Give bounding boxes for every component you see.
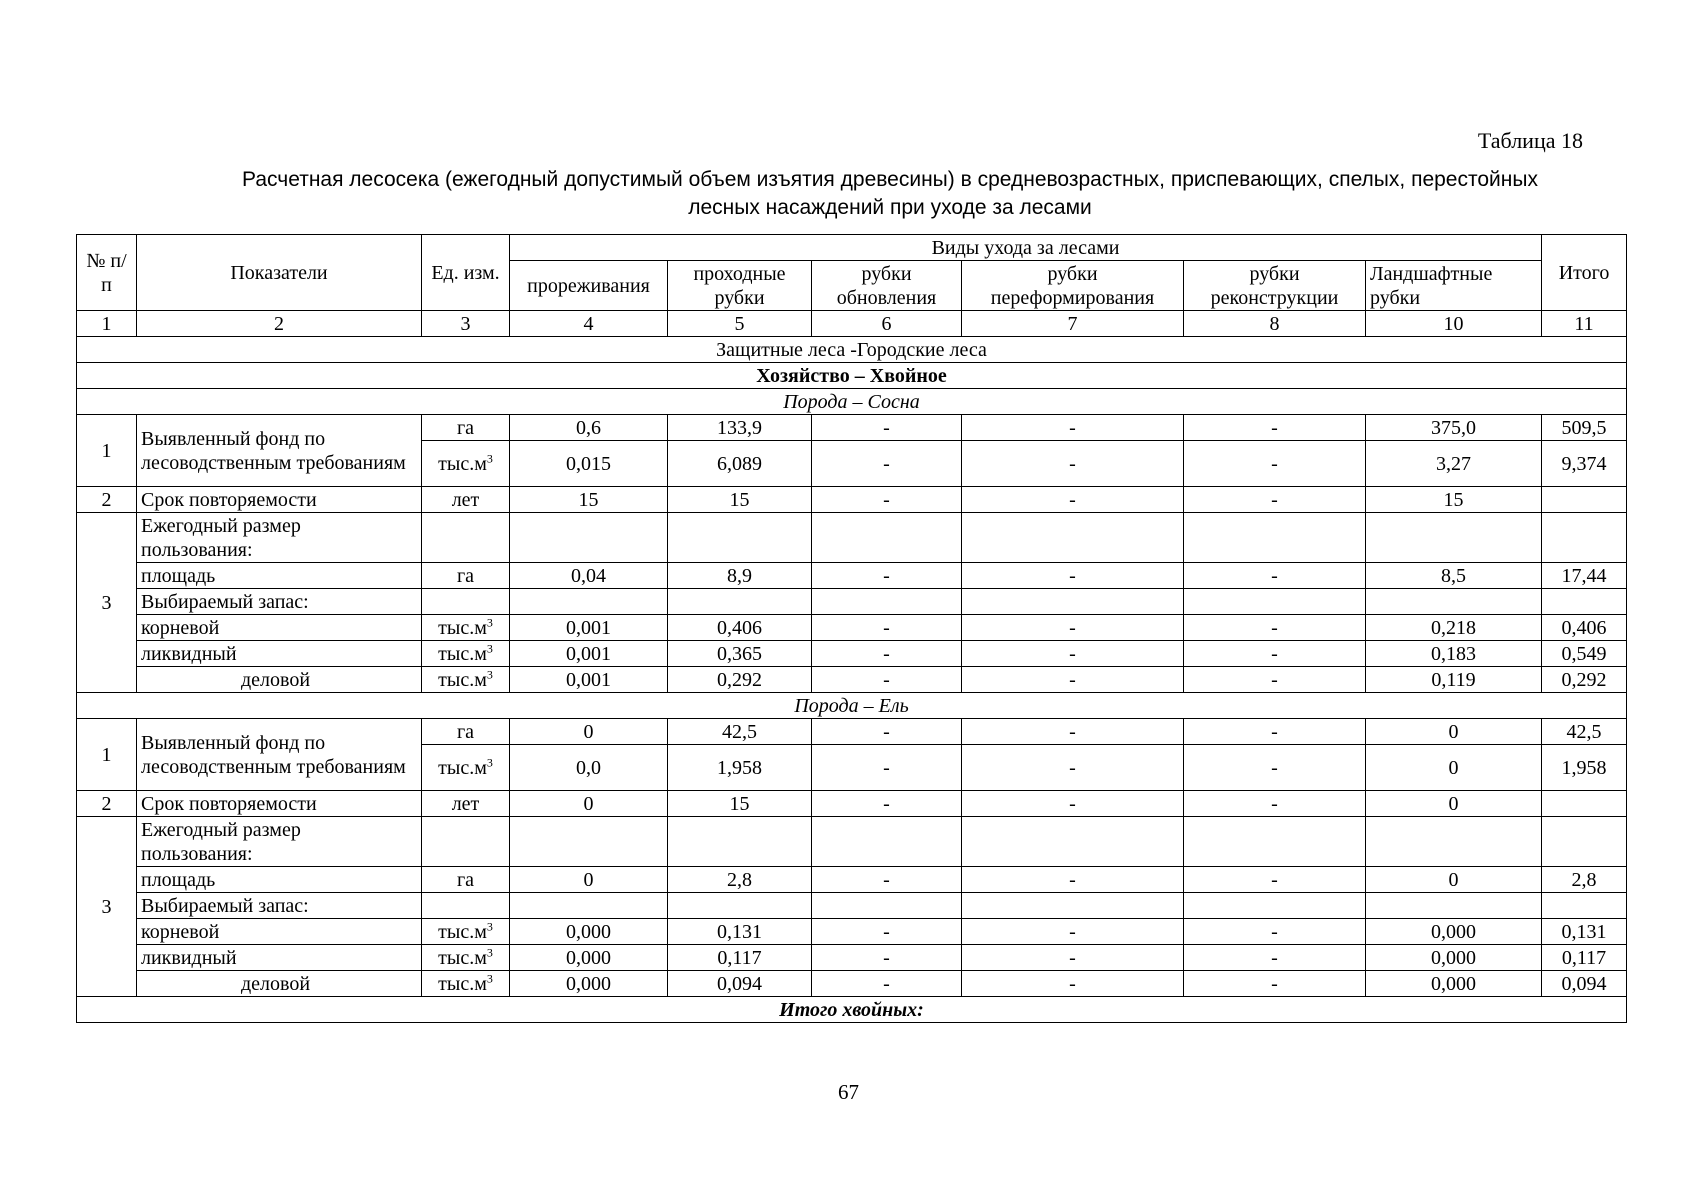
data-cell: 42,5 <box>668 719 812 745</box>
data-cell: 0,000 <box>1366 971 1542 997</box>
data-cell: 0,6 <box>510 415 668 441</box>
section-row <box>77 389 1627 415</box>
section-species-pine: Порода – Сосна <box>77 389 1627 415</box>
data-cell: - <box>812 667 962 693</box>
table-row <box>77 667 1627 693</box>
data-cell: 0,218 <box>1366 615 1542 641</box>
column-number: 4 <box>510 311 668 337</box>
unit-cell <box>422 513 510 563</box>
data-cell: 0,001 <box>510 641 668 667</box>
indicator-label: деловой <box>137 971 422 997</box>
table-row <box>77 791 1627 817</box>
data-cell: 15 <box>668 487 812 513</box>
header-row-1 <box>77 235 1627 261</box>
data-cell: - <box>812 563 962 589</box>
data-cell: - <box>812 971 962 997</box>
data-cell: 0,000 <box>510 945 668 971</box>
data-cell: - <box>812 945 962 971</box>
total-cell: 0,292 <box>1542 667 1627 693</box>
data-cell <box>510 589 668 615</box>
table-row <box>77 487 1627 513</box>
table-row <box>77 919 1627 945</box>
table-row <box>77 719 1627 745</box>
total-cell: 0,131 <box>1542 919 1627 945</box>
total-cell: 42,5 <box>1542 719 1627 745</box>
table-row <box>77 945 1627 971</box>
total-cell: 9,374 <box>1542 441 1627 487</box>
section-forest: Защитные леса -Городские леса <box>77 337 1627 363</box>
table-row <box>77 563 1627 589</box>
table-row <box>77 615 1627 641</box>
column-number: 11 <box>1542 311 1627 337</box>
data-cell: - <box>1184 791 1366 817</box>
header-type-landscape: Ландшафтные рубки <box>1366 261 1542 311</box>
data-cell: - <box>1184 563 1366 589</box>
total-cell <box>1542 791 1627 817</box>
data-cell: - <box>1184 641 1366 667</box>
data-cell: 8,9 <box>668 563 812 589</box>
data-cell: 0,406 <box>668 615 812 641</box>
total-cell <box>1542 817 1627 867</box>
data-cell: - <box>812 867 962 893</box>
header-num: № п/п <box>77 235 137 311</box>
unit-cell <box>422 589 510 615</box>
data-cell: 0,015 <box>510 441 668 487</box>
data-cell: - <box>1184 487 1366 513</box>
total-cell: 2,8 <box>1542 867 1627 893</box>
data-cell: - <box>812 615 962 641</box>
header-type-reformation: рубки переформирования <box>962 261 1184 311</box>
data-cell: - <box>962 945 1184 971</box>
data-cell: - <box>812 487 962 513</box>
data-cell: 0,04 <box>510 563 668 589</box>
data-cell: - <box>962 667 1184 693</box>
unit-cell: лет <box>422 487 510 513</box>
data-cell: 0 <box>510 719 668 745</box>
data-cell <box>510 817 668 867</box>
data-cell <box>1184 893 1366 919</box>
data-cell: 6,089 <box>668 441 812 487</box>
data-cell: 0 <box>1366 745 1542 791</box>
title-line-1: Расчетная лесосека (ежегодный допустимый объем изъятия древесины) в средневозрастных, приспевающих, спелых, перестойных <box>242 168 1538 191</box>
unit-cell <box>422 817 510 867</box>
data-cell: 15 <box>668 791 812 817</box>
table-row <box>77 415 1627 441</box>
unit-cell: га <box>422 719 510 745</box>
unit-cell: $тыс.м^3$ <box>422 945 510 971</box>
header-type-renewal: рубки обновления <box>812 261 962 311</box>
data-cell: 0,000 <box>510 919 668 945</box>
data-cell: 0,094 <box>668 971 812 997</box>
table-row <box>77 867 1627 893</box>
data-cell: 8,5 <box>1366 563 1542 589</box>
data-cell <box>1184 513 1366 563</box>
data-cell <box>962 817 1184 867</box>
table-row <box>77 893 1627 919</box>
data-cell: 2,8 <box>668 867 812 893</box>
column-number: 1 <box>77 311 137 337</box>
data-cell: 0,001 <box>510 615 668 641</box>
header-total: Итого <box>1542 235 1627 311</box>
column-number: 8 <box>1184 311 1366 337</box>
column-numbers-row <box>77 311 1627 337</box>
column-number: 3 <box>422 311 510 337</box>
total-cell: 0,406 <box>1542 615 1627 641</box>
data-cell: 1,958 <box>668 745 812 791</box>
unit-cell: $тыс.м^3$ <box>422 667 510 693</box>
unit-cell: га <box>422 415 510 441</box>
data-cell: - <box>962 563 1184 589</box>
indicator-label: площадь <box>137 867 422 893</box>
total-cell: 0,549 <box>1542 641 1627 667</box>
total-cell <box>1542 893 1627 919</box>
data-cell: - <box>812 745 962 791</box>
section-total-conifers: Итого хвойных: <box>77 997 1627 1023</box>
data-cell: 133,9 <box>668 415 812 441</box>
section-row <box>77 337 1627 363</box>
total-cell: 0,117 <box>1542 945 1627 971</box>
indicator-label: Выявленный фонд по лесоводственным требованиям <box>137 415 422 487</box>
data-cell: 0,292 <box>668 667 812 693</box>
section-row <box>77 363 1627 389</box>
section-economy: Хозяйство – Хвойное <box>77 363 1627 389</box>
row-number: 1 <box>77 415 137 487</box>
indicator-label: Выбираемый запас: <box>137 589 422 615</box>
data-cell: - <box>1184 667 1366 693</box>
data-cell: - <box>962 919 1184 945</box>
data-cell: - <box>812 791 962 817</box>
total-cell: 17,44 <box>1542 563 1627 589</box>
data-cell: - <box>962 867 1184 893</box>
indicator-label: корневой <box>137 615 422 641</box>
total-cell: 1,958 <box>1542 745 1627 791</box>
data-cell <box>668 893 812 919</box>
header-type-passage: проходные рубки <box>668 261 812 311</box>
total-cell <box>1542 487 1627 513</box>
section-row <box>77 997 1627 1023</box>
data-cell <box>1366 893 1542 919</box>
row-number: 3 <box>77 817 137 997</box>
indicator-label: площадь <box>137 563 422 589</box>
indicator-label: ликвидный <box>137 945 422 971</box>
data-cell: 15 <box>1366 487 1542 513</box>
data-cell: - <box>1184 415 1366 441</box>
data-cell: - <box>1184 867 1366 893</box>
unit-cell: га <box>422 867 510 893</box>
column-number: 10 <box>1366 311 1542 337</box>
table-row <box>77 971 1627 997</box>
data-cell: 0,000 <box>1366 919 1542 945</box>
data-cell: 0,131 <box>668 919 812 945</box>
indicator-label: ликвидный <box>137 641 422 667</box>
data-cell: 0 <box>1366 867 1542 893</box>
data-cell: - <box>812 641 962 667</box>
indicator-label: Ежегодный размер пользования: <box>137 513 422 563</box>
unit-cell: га <box>422 563 510 589</box>
data-cell: - <box>962 719 1184 745</box>
data-cell <box>510 893 668 919</box>
data-cell <box>812 817 962 867</box>
data-cell <box>812 589 962 615</box>
unit-cell: $тыс.м^3$ <box>422 919 510 945</box>
indicator-label: Срок повторяемости <box>137 487 422 513</box>
data-cell: - <box>962 745 1184 791</box>
row-number: 2 <box>77 791 137 817</box>
section-row <box>77 693 1627 719</box>
data-cell: 0,0 <box>510 745 668 791</box>
data-cell: - <box>812 719 962 745</box>
header-care-types: Виды ухода за лесами <box>510 235 1542 261</box>
header-unit: Ед. изм. <box>422 235 510 311</box>
data-cell: 0,117 <box>668 945 812 971</box>
unit-cell: $тыс.м^3$ <box>422 441 510 487</box>
total-cell: 0,094 <box>1542 971 1627 997</box>
indicator-label: Ежегодный размер пользования: <box>137 817 422 867</box>
data-cell: 0,183 <box>1366 641 1542 667</box>
data-cell: 0,000 <box>510 971 668 997</box>
indicator-label: корневой <box>137 919 422 945</box>
data-cell: 0,001 <box>510 667 668 693</box>
indicator-label: Срок повторяемости <box>137 791 422 817</box>
data-cell: 0,365 <box>668 641 812 667</box>
data-cell: - <box>962 487 1184 513</box>
unit-cell: $тыс.м^3$ <box>422 971 510 997</box>
header-type-reconstruction: рубки реконструкции <box>1184 261 1366 311</box>
data-cell <box>1184 817 1366 867</box>
data-cell: 0 <box>1366 719 1542 745</box>
data-cell: - <box>1184 719 1366 745</box>
data-cell: - <box>962 615 1184 641</box>
row-number: 2 <box>77 487 137 513</box>
data-cell <box>962 893 1184 919</box>
table-row <box>77 817 1627 867</box>
table-number: Таблица 18 <box>1477 128 1583 153</box>
unit-cell: $тыс.м^3$ <box>422 745 510 791</box>
data-cell: 0 <box>510 867 668 893</box>
unit-cell <box>422 893 510 919</box>
column-number: 2 <box>137 311 422 337</box>
total-cell <box>1542 513 1627 563</box>
data-cell <box>1366 817 1542 867</box>
data-cell <box>1366 513 1542 563</box>
data-cell: 3,27 <box>1366 441 1542 487</box>
data-cell: - <box>812 415 962 441</box>
total-cell: 509,5 <box>1542 415 1627 441</box>
data-cell <box>668 817 812 867</box>
title-line-2: лесных насаждений при уходе за лесами <box>688 196 1092 219</box>
data-cell: - <box>962 641 1184 667</box>
data-cell: 0,119 <box>1366 667 1542 693</box>
data-cell: - <box>962 441 1184 487</box>
column-number: 6 <box>812 311 962 337</box>
data-cell: - <box>1184 441 1366 487</box>
data-cell: - <box>962 971 1184 997</box>
table-row <box>77 641 1627 667</box>
data-cell: - <box>1184 919 1366 945</box>
data-cell <box>668 589 812 615</box>
indicator-label: деловой <box>137 667 422 693</box>
table-title <box>170 166 1610 222</box>
table-row <box>77 589 1627 615</box>
data-cell: - <box>962 791 1184 817</box>
header-type-thinning: прореживания <box>510 261 668 311</box>
header-indicators: Показатели <box>137 235 422 311</box>
data-cell: - <box>962 415 1184 441</box>
data-cell: - <box>1184 615 1366 641</box>
data-cell <box>1184 589 1366 615</box>
data-cell: 0 <box>510 791 668 817</box>
column-number: 7 <box>962 311 1184 337</box>
data-cell: - <box>812 919 962 945</box>
data-cell: 15 <box>510 487 668 513</box>
unit-cell: лет <box>422 791 510 817</box>
unit-cell: $тыс.м^3$ <box>422 615 510 641</box>
total-cell <box>1542 589 1627 615</box>
data-cell <box>1366 589 1542 615</box>
data-cell: - <box>812 441 962 487</box>
column-number: 5 <box>668 311 812 337</box>
table-row <box>77 513 1627 563</box>
indicator-label: Выбираемый запас: <box>137 893 422 919</box>
data-cell <box>510 513 668 563</box>
page-number: 67 <box>838 1080 859 1104</box>
indicator-label: Выявленный фонд по лесоводственным требованиям <box>137 719 422 791</box>
data-cell <box>812 513 962 563</box>
unit-cell: $тыс.м^3$ <box>422 641 510 667</box>
data-cell: 375,0 <box>1366 415 1542 441</box>
data-cell: - <box>1184 971 1366 997</box>
data-cell: 0,000 <box>1366 945 1542 971</box>
section-species-spruce: Порода – Ель <box>77 693 1627 719</box>
row-number: 1 <box>77 719 137 791</box>
data-cell <box>812 893 962 919</box>
data-cell <box>668 513 812 563</box>
data-cell <box>962 589 1184 615</box>
data-cell: 0 <box>1366 791 1542 817</box>
row-number: 3 <box>77 513 137 693</box>
felling-table <box>76 234 1627 1023</box>
data-cell: - <box>1184 945 1366 971</box>
data-cell <box>962 513 1184 563</box>
data-cell: - <box>1184 745 1366 791</box>
